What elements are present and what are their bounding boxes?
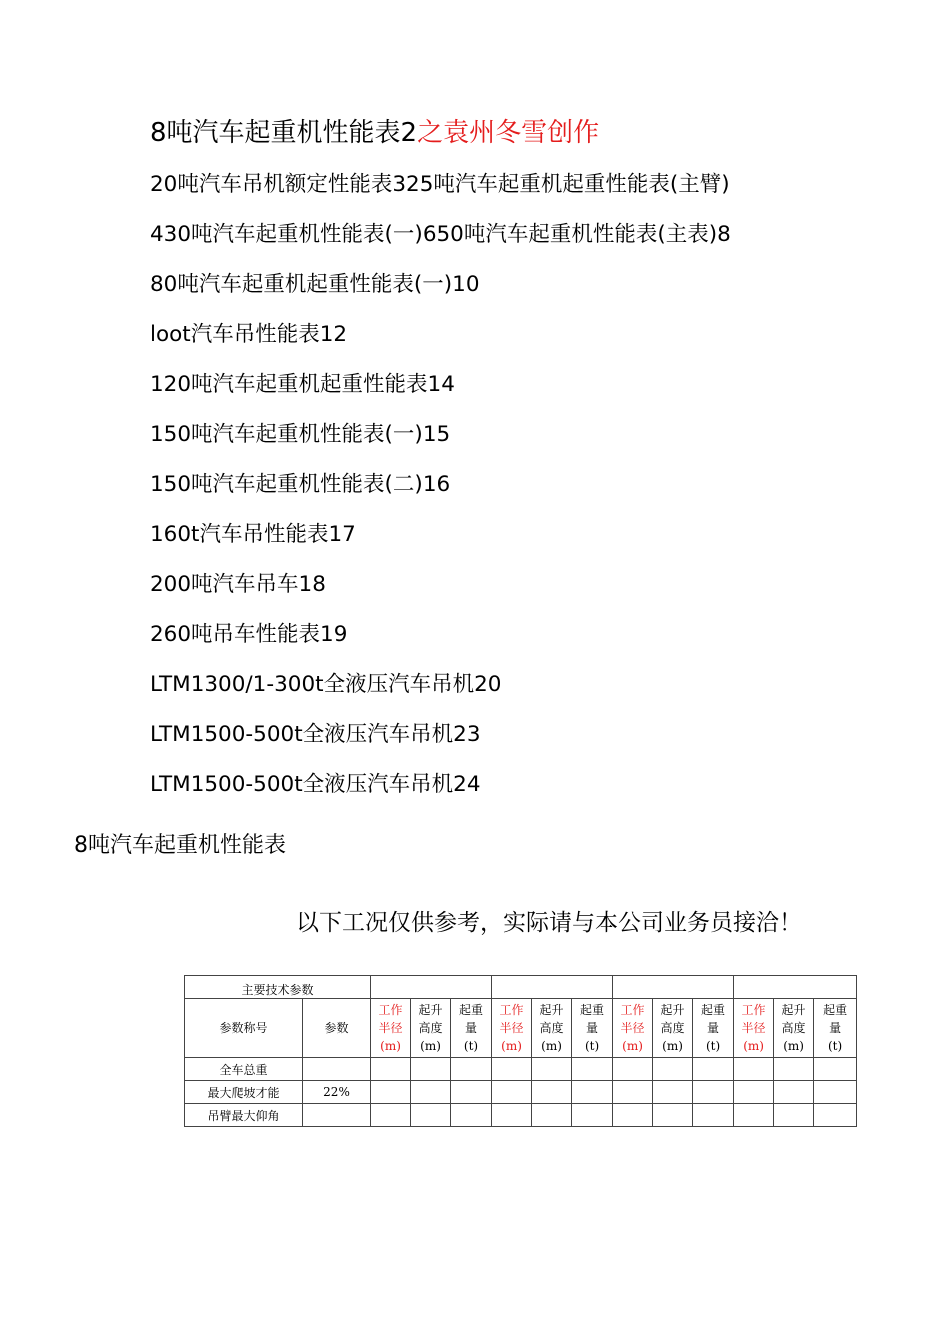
toc-entry[interactable]: 150吨汽车起重机性能表(一)15 <box>150 422 451 447</box>
lifting-capacity-header: 起重 量 (t) <box>572 999 613 1058</box>
empty-cell <box>492 976 613 999</box>
toc-entry[interactable]: 120吨汽车起重机起重性能表14 <box>150 372 455 397</box>
table-of-contents <box>150 160 731 810</box>
toc-entry[interactable]: 430吨汽车起重机性能表(一)650吨汽车起重机性能表(主表)8 <box>150 222 731 247</box>
document-title-prefix: 8吨汽车起重机性能表2 <box>150 118 418 148</box>
param-name-header: 参数称号 <box>185 999 303 1058</box>
empty-cell <box>734 976 857 999</box>
document-title-suffix: 之袁州冬雪创作 <box>417 118 600 148</box>
param-value-cell <box>303 1058 371 1081</box>
table-group-header-row <box>185 976 857 999</box>
toc-entry[interactable]: loot汽车吊性能表12 <box>150 322 348 347</box>
toc-entry[interactable]: 80吨汽车起重机起重性能表(一)10 <box>150 272 480 297</box>
param-value-cell: 22% <box>303 1081 371 1104</box>
technical-parameters-table <box>184 975 857 1127</box>
lifting-capacity-header: 起重 量 (t) <box>814 999 857 1058</box>
working-radius-header: 工作 半径 (m) <box>734 999 774 1058</box>
param-name-cell: 全车总重 <box>185 1058 303 1081</box>
table-row <box>185 1058 857 1081</box>
table-row <box>185 1081 857 1104</box>
toc-entry[interactable]: 160t汽车吊性能表17 <box>150 522 356 547</box>
document-title <box>150 112 599 149</box>
toc-entry[interactable]: 260吨吊车性能表19 <box>150 622 348 647</box>
toc-entry[interactable]: LTM1500-500t全液压汽车吊机24 <box>150 772 481 797</box>
lifting-capacity-header: 起重 量 (t) <box>693 999 734 1058</box>
empty-cell <box>371 976 492 999</box>
section-title: 8吨汽车起重机性能表 <box>74 833 286 858</box>
group-header-cell: 主要技术参数 <box>185 976 371 999</box>
toc-entry[interactable]: 20吨汽车吊机额定性能表325吨汽车起重机起重性能表(主臂) <box>150 172 730 197</box>
toc-entry[interactable]: LTM1500-500t全液压汽车吊机23 <box>150 722 481 747</box>
toc-entry[interactable]: LTM1300/1-300t全液压汽车吊机20 <box>150 672 502 697</box>
param-name-cell: 最大爬坡才能 <box>185 1081 303 1104</box>
param-name-cell: 吊臂最大仰角 <box>185 1104 303 1127</box>
lifting-height-header: 起升 高度 (m) <box>653 999 693 1058</box>
toc-entry[interactable]: 200吨汽车吊车18 <box>150 572 326 597</box>
table-column-header-row <box>185 999 857 1058</box>
lifting-height-header: 起升 高度 (m) <box>532 999 572 1058</box>
table-row <box>185 1104 857 1127</box>
lifting-capacity-header: 起重 量 (t) <box>451 999 492 1058</box>
lifting-height-header: 起升 高度 (m) <box>774 999 814 1058</box>
working-radius-header: 工作 半径 (m) <box>492 999 532 1058</box>
working-radius-header: 工作 半径 (m) <box>371 999 411 1058</box>
disclaimer-note: 以下工况仅供参考，实际请与本公司业务员接洽！ <box>296 910 802 936</box>
empty-cell <box>613 976 734 999</box>
working-radius-header: 工作 半径 (m) <box>613 999 653 1058</box>
param-value-cell <box>303 1104 371 1127</box>
lifting-height-header: 起升 高度 (m) <box>411 999 451 1058</box>
param-value-header: 参数 <box>303 999 371 1058</box>
toc-entry[interactable]: 150吨汽车起重机性能表(二)16 <box>150 472 451 497</box>
